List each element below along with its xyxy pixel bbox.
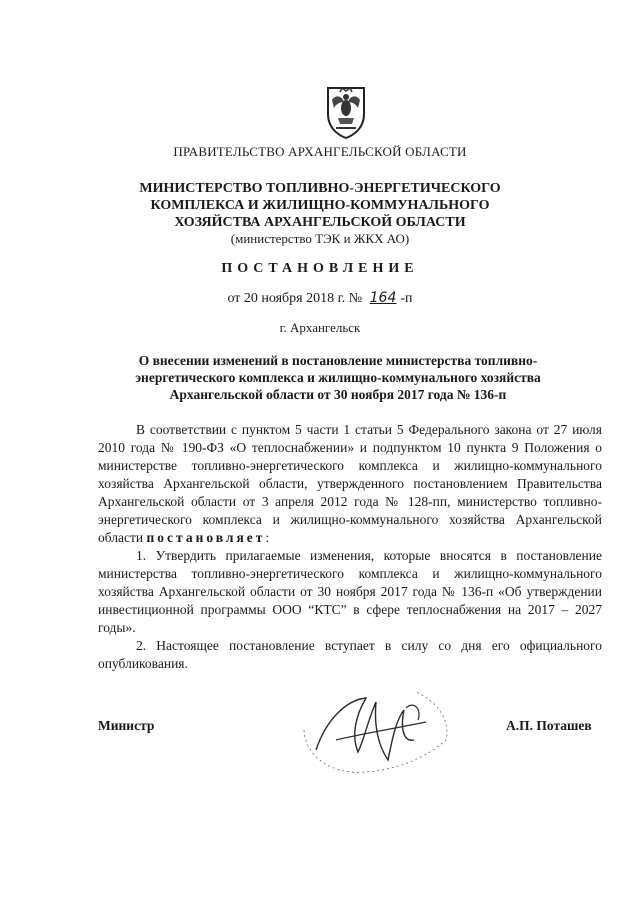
document-number-handwritten: 164 xyxy=(369,290,397,306)
document-number-suffix: -п xyxy=(400,291,413,306)
document-title-line: Архангельской области от 30 ноября 2017 года № 136-п xyxy=(169,387,507,402)
signer-position: Министр xyxy=(98,718,155,733)
document-date-number xyxy=(0,290,640,307)
document-title-line: энергетического комплекса и жилищно-коммунального хозяйства xyxy=(135,370,541,385)
decree-word: постановляет xyxy=(146,530,266,545)
ministry-name-line: МИНИСТЕРСТВО ТОПЛИВНО-ЭНЕРГЕТИЧЕСКОГО xyxy=(139,181,501,196)
coat-of-arms-icon xyxy=(322,84,370,140)
document-city: г. Архангельск xyxy=(279,320,361,335)
document-type: ПОСТАНОВЛЕНИЕ xyxy=(221,261,419,276)
government-name: ПРАВИТЕЛЬСТВО АРХАНГЕЛЬСКОЙ ОБЛАСТИ xyxy=(173,144,467,159)
document-date: от 20 ноября 2018 г. № xyxy=(227,291,363,306)
item-2-paragraph: 2. Настоящее постановление вступает в силу со дня его официального опубликования. xyxy=(98,638,602,671)
ministry-name-line: ХОЗЯЙСТВА АРХАНГЕЛЬСКОЙ ОБЛАСТИ xyxy=(174,215,466,230)
preamble-text: В соответствии с пунктом 5 части 1 статьи 5 Федерального закона от 27 июля 2010 года № 190-ФЗ «О теплоснабжении» и подпунктом 10 пункта 9 Положения о министерстве топливно-энергетического комплекса и жилищно-коммунального хозяйства Архангельской области, утвержденного постановлением Правительства Архангельской области от 3 апреля 2012 года № 128-пп, министерство топливно-энергетического комплекса и жилищно-коммунального хозяйства Архангельской области xyxy=(98,422,602,545)
ministry-short-name: (министерство ТЭК и ЖКХ АО) xyxy=(230,231,410,246)
ministry-name xyxy=(0,180,640,231)
document-title xyxy=(92,352,584,403)
signer-name: А.П. Поташев xyxy=(506,718,592,733)
ministry-name-line: КОМПЛЕКСА И ЖИЛИЩНО-КОММУНАЛЬНОГО xyxy=(150,198,490,213)
decree-colon: : xyxy=(265,530,270,545)
preamble-paragraph xyxy=(98,421,602,547)
item-1-paragraph: 1. Утвердить прилагаемые изменения, которые вносятся в постановление министерства топливно-энергетического комплекса и жилищно-коммунального хозяйства Архангельской области от 30 ноября 2017 года № 136-п «Об утверждении инвестиционной программы ООО “КТС” в сфере теплоснабжения на 2017 – 2027 годы». xyxy=(98,548,602,635)
document-title-line: О внесении изменений в постановление министерства топливно- xyxy=(138,353,538,368)
handwritten-signature xyxy=(296,680,456,780)
document-body xyxy=(98,421,602,673)
